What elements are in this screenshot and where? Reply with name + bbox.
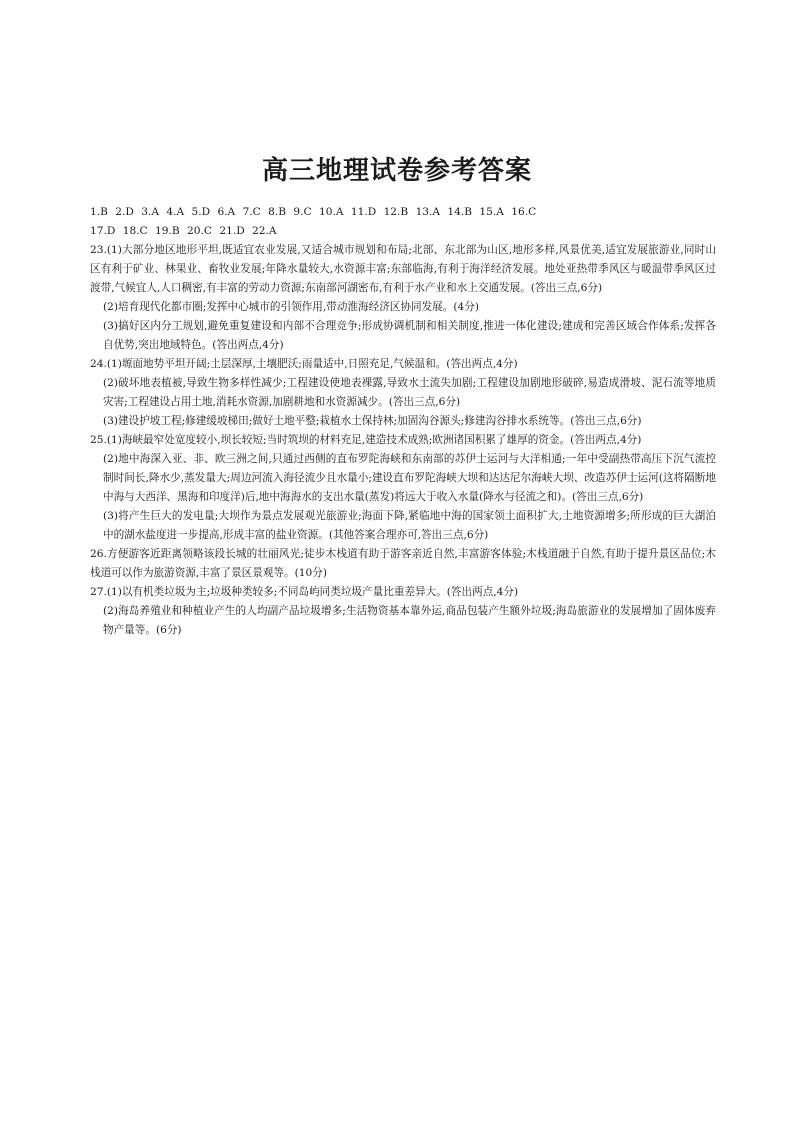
q24-part-2: (2)破坏地表植被,导致生物多样性减少;工程建设使地表裸露,导致水土流失加剧;工程建设加剧地形破碎,易造成滑坡、泥石流等地质灾害;工程建设占用土地,消耗水资源,加剧耕地和水资源减少。(答出三点,6分) <box>103 377 716 408</box>
q25-part-2: (2)地中海深入亚、非、欧三洲之间,只通过西侧的直布罗陀海峡和东南部的苏伊士运河与大洋相通;一年中受副热带高压下沉气流控制时间长,降水少,蒸发量大;周边河流入海径流少且水量小;建设直布罗陀海峡大坝和达达尼尔海峡大坝、改造苏伊士运河(这将隔断地中海与大西洋、黑海和印度洋)后,地中海海水的支出水量(蒸发)将远大于收入水量(降水与径流之和)。(答出三点,6分) <box>103 453 716 503</box>
question-25 <box>90 431 716 545</box>
q27-part-2: (2)海岛养殖业和种植业产生的人均副产品垃圾增多;生活物资基本靠外运,商品包装产生额外垃圾;海岛旅游业的发展增加了固体废弃物产量等。(6分) <box>103 605 716 636</box>
q26-answer: 26.方便游客近距离领略该段长城的壮丽风光;徒步木栈道有助于游客亲近自然,丰富游客体验;木栈道融于自然,有助于提升景区品位;木栈道可以作为旅游资源,丰富了景区景观等。(10分) <box>90 548 716 579</box>
multiple-choice-answers <box>90 203 716 241</box>
question-27 <box>90 583 716 640</box>
q25-part-3: (3)将产生巨大的发电量;大坝作为景点发展观光旅游业;海面下降,紧临地中海的国家领土面积扩大,土地资源增多;所形成的巨大湖泊中的湖水盐度进一步提高,形成丰富的盐业资源。(其他答案合理亦可,答出三点,6分) <box>103 510 716 541</box>
q24-part-1: 24.(1)塬面地势平坦开阔;土层深厚,土壤肥沃;雨量适中,日照充足,气候温和。(答出两点,4分) <box>90 358 518 370</box>
mc-line: 17.D 18.C 19.B 20.C 21.D 22.A <box>90 225 277 237</box>
q23-part-1: 23.(1)大部分地区地形平坦,既适宜农业发展,又适合城市规划和布局;北部、东北部为山区,地形多样,风景优美,适宜发展旅游业,同时山区有利于矿业、林果业、畜牧业发展;年降水量较大,水资源丰富;东部临海,有利于海洋经济发展。地处亚热带季风区与暖温带季风区过渡带,气候宜人,人口稠密,有丰富的劳动力资源;东南部河湖密布,有利于水产业和水上交通发展。(答出三点,6分) <box>90 244 716 294</box>
q27-part-1: 27.(1)以有机类垃圾为主;垃圾种类较多;不同岛屿同类垃圾产量比重差异大。(答出两点,4分) <box>90 586 519 598</box>
answer-content <box>90 203 716 640</box>
question-24 <box>90 355 716 431</box>
q25-part-1: 25.(1)海峡最窄处宽度较小,坝长较短;当时筑坝的材料充足,建造技术成熟;欧洲诸国积累了雄厚的资金。(答出两点,4分) <box>90 434 642 446</box>
q24-part-3: (3)建设护坡工程;修建缓坡梯田;做好土地平整;栽植水土保持林;加固沟谷源头;修建沟谷排水系统等。(答出三点,6分) <box>103 415 642 427</box>
page-title: 高三地理试卷参考答案 <box>261 156 532 186</box>
q23-part-2: (2)培育现代化都市圈;发挥中心城市的引领作用,带动淮海经济区协同发展。(4分) <box>103 301 479 313</box>
question-26 <box>90 545 716 583</box>
mc-line: 1.B 2.D 3.A 4.A 5.D 6.A 7.C 8.B 9.C 10.A 11.D 12.B 13.A 14.B 15.A 16.C <box>90 206 537 218</box>
question-23 <box>90 241 716 355</box>
q23-part-3: (3)搞好区内分工规划,避免重复建设和内部不合理竞争;形成协调机制和相关制度,推进一体化建设;建成和完善区域合作体系;发挥各自优势,突出地域特色。(答出两点,4分) <box>103 320 716 351</box>
